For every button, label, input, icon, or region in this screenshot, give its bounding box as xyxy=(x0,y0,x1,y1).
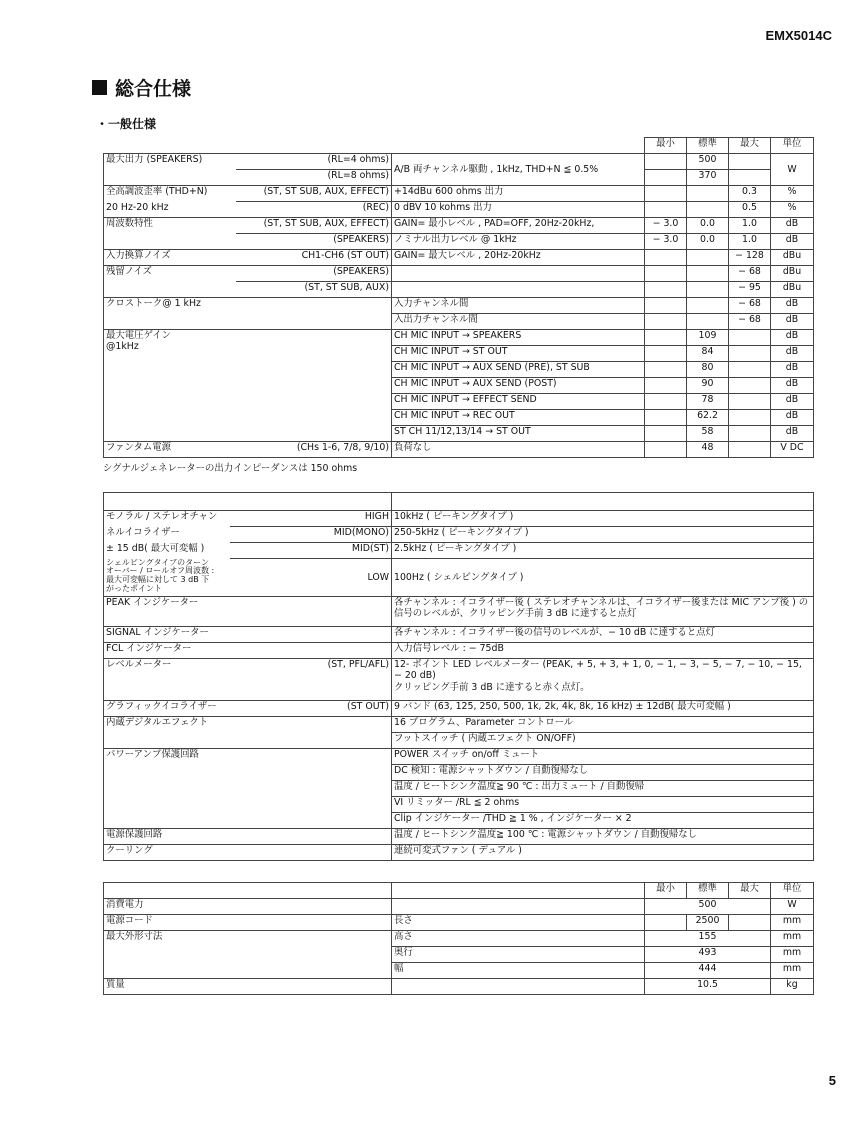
spec-min: − 3.0 xyxy=(645,218,687,234)
spec-label: グラフィックイコライザー xyxy=(104,701,230,717)
spec-condition: (ST, ST SUB, AUX) xyxy=(236,282,392,298)
table-row xyxy=(104,511,814,527)
spec-desc: DC 検知 : 電源シャットダウン / 自動復帰なし xyxy=(392,765,814,781)
spec-unit: dBu xyxy=(771,250,814,266)
header-min: 最小 xyxy=(645,138,687,154)
subtitle: ・一般仕様 xyxy=(96,117,157,131)
spec-label: 20 Hz-20 kHz xyxy=(104,202,236,218)
table-row xyxy=(104,266,814,282)
spec-max: − 68 xyxy=(729,314,771,330)
spec-unit: dB xyxy=(771,314,814,330)
eq-note-line: がったポイント xyxy=(106,583,162,593)
general-spec-table xyxy=(103,137,814,458)
spec-desc: 250-5kHz ( ピーキングタイプ ) xyxy=(392,527,814,543)
table-row xyxy=(104,493,814,511)
spec-label: 内蔵デジタルエフェクト xyxy=(104,717,392,749)
spec-typ: 444 xyxy=(645,963,771,979)
feature-spec-table xyxy=(103,492,814,861)
spec-typ: 80 xyxy=(687,362,729,378)
spec-desc: 各チャンネル : イコライザー後の信号のレベルが、− 10 dB に達すると点灯 xyxy=(392,627,814,643)
spec-typ: 493 xyxy=(645,947,771,963)
spec-typ: 90 xyxy=(687,378,729,394)
spec-desc: 100Hz ( シェルビングタイプ ) xyxy=(392,559,814,597)
spec-typ: 62.2 xyxy=(687,410,729,426)
spec-label: 全高調波歪率 (THD+N) xyxy=(104,186,236,202)
spec-label: クーリング xyxy=(104,845,392,861)
spec-desc: GAIN= 最小レベル , PAD=OFF, 20Hz-20kHz, xyxy=(392,218,645,234)
spec-label xyxy=(104,330,392,442)
table-row xyxy=(104,559,814,597)
spec-unit: dB xyxy=(771,234,814,250)
header-unit: 単位 xyxy=(771,883,814,899)
table-row xyxy=(104,701,814,717)
spec-max: − 68 xyxy=(729,298,771,314)
spec-label: 周波数特性 xyxy=(104,218,236,234)
spec-unit: dBu xyxy=(771,266,814,282)
eq-note-line: 最大可変幅に対して 3 dB 下 xyxy=(106,575,210,585)
table-row xyxy=(104,717,814,733)
spec-label: クロストーク@ 1 kHz xyxy=(104,298,392,330)
spec-typ: 500 xyxy=(687,154,729,170)
level-desc-2: クリッピング手前 3 dB に達すると赤く点灯。 xyxy=(394,681,590,693)
spec-condition: (RL=8 ohms) xyxy=(236,170,392,186)
spec-max: 0.5 xyxy=(729,202,771,218)
table-row xyxy=(104,234,814,250)
table-row xyxy=(104,282,814,298)
table-row xyxy=(104,829,814,845)
spec-unit: dB xyxy=(771,346,814,362)
spec-typ: 2500 xyxy=(687,915,729,931)
spec-desc: 温度 / ヒートシンク温度≧ 100 ℃ : 電源シャットダウン / 自動復帰なし xyxy=(392,829,814,845)
table-row xyxy=(104,218,814,234)
spec-condition: (CHs 1-6, 7/8, 9/10) xyxy=(236,442,392,458)
spec-desc: 幅 xyxy=(392,963,645,979)
table-row xyxy=(104,899,814,915)
spec-condition: (REC) xyxy=(236,202,392,218)
header-max: 最大 xyxy=(729,883,771,899)
page-number: 5 xyxy=(828,1073,836,1088)
spec-desc: CH MIC INPUT → SPEAKERS xyxy=(392,330,645,346)
spec-desc: 入力信号レベル : − 75dB xyxy=(392,643,814,659)
spec-label: 残留ノイズ xyxy=(104,266,236,282)
section-title-text: 総合仕様 xyxy=(115,78,192,100)
spec-typ: 0.0 xyxy=(687,234,729,250)
spec-typ: 58 xyxy=(687,426,729,442)
spec-max: 0.3 xyxy=(729,186,771,202)
spec-desc: CH MIC INPUT → AUX SEND (PRE), ST SUB xyxy=(392,362,645,378)
table-row xyxy=(104,597,814,627)
table-row xyxy=(104,749,814,765)
spec-label: 電源保護回路 xyxy=(104,829,392,845)
spec-label: 入力換算ノイズ xyxy=(104,250,236,266)
eq-band: LOW xyxy=(230,559,392,597)
spec-label: レベルメーター xyxy=(104,659,230,701)
spec-desc: 入力チャンネル間 xyxy=(392,298,645,314)
spec-desc: 連続可変式ファン ( デュアル ) xyxy=(392,845,814,861)
header-typ: 標準 xyxy=(687,883,729,899)
spec-unit: mm xyxy=(771,963,814,979)
spec-desc: GAIN= 最大レベル , 20Hz-20kHz xyxy=(392,250,645,266)
table-row xyxy=(104,643,814,659)
table-row xyxy=(104,979,814,995)
spec-desc: 入出力チャンネル間 xyxy=(392,314,645,330)
spec-max: − 95 xyxy=(729,282,771,298)
spec-unit: dB xyxy=(771,410,814,426)
spec-desc: 2.5kHz ( ピーキングタイプ ) xyxy=(392,543,814,559)
table-row xyxy=(104,627,814,643)
spec-unit: dB xyxy=(771,298,814,314)
spec-max: − 68 xyxy=(729,266,771,282)
spec-condition: CH1-CH6 (ST OUT) xyxy=(236,250,392,266)
spec-label: 消費電力 xyxy=(104,899,392,915)
spec-desc: A/B 両チャンネル駆動 , 1kHz, THD+N ≦ 0.5% xyxy=(392,154,645,186)
spec-unit: dB xyxy=(771,330,814,346)
table-row xyxy=(104,186,814,202)
spec-desc: 負荷なし xyxy=(392,442,645,458)
spec-desc: 10kHz ( ピーキングタイプ ) xyxy=(392,511,814,527)
spec-desc: 長さ xyxy=(392,915,645,931)
eq-note-line: オーバー / ロールオフ周波数 : xyxy=(106,566,215,576)
spec-unit: % xyxy=(771,202,814,218)
spec-unit: dB xyxy=(771,378,814,394)
spec-desc: 高さ xyxy=(392,931,645,947)
spec-desc: +14dBu 600 ohms 出力 xyxy=(392,186,645,202)
eq-note-line: シェルビングタイプのターン xyxy=(106,558,209,567)
spec-desc: 16 プログラム、Parameter コントロール xyxy=(392,717,814,733)
header-row xyxy=(104,138,814,154)
spec-desc: CH MIC INPUT → EFFECT SEND xyxy=(392,394,645,410)
spec-desc: Clip インジケーター /THD ≧ 1 % , インジケーター × 2 xyxy=(392,813,814,829)
header-typ: 標準 xyxy=(687,138,729,154)
spec-desc: VI リミッター /RL ≦ 2 ohms xyxy=(392,797,814,813)
spec-max: − 128 xyxy=(729,250,771,266)
physical-spec-table xyxy=(103,882,814,995)
spec-max: 1.0 xyxy=(729,218,771,234)
spec-unit: dB xyxy=(771,218,814,234)
spec-label: 電源コード xyxy=(104,915,392,931)
spec-label: ± 15 dB( 最大可変幅 ) xyxy=(104,543,230,559)
spec-condition: (ST, PFL/AFL) xyxy=(230,659,392,701)
spec-typ: 155 xyxy=(645,931,771,947)
spec-label: パワーアンプ保護回路 xyxy=(104,749,392,829)
spec-unit: kg xyxy=(771,979,814,995)
spec-unit: dB xyxy=(771,362,814,378)
table-row xyxy=(104,298,814,314)
spec-desc xyxy=(392,659,814,701)
spec-desc: ST CH 11/12,13/14 → ST OUT xyxy=(392,426,645,442)
spec-label: ファンタム電源 xyxy=(104,442,236,458)
spec-label: 最大外形寸法 xyxy=(104,931,392,979)
spec-desc: ノミナル出力レベル @ 1kHz xyxy=(392,234,645,250)
spec-desc: 9 バンド (63, 125, 250, 500, 1k, 2k, 4k, 8k, 16 kHz) ± 12dB( 最大可変幅 ) xyxy=(392,701,814,717)
spec-condition: (ST, ST SUB, AUX, EFFECT) xyxy=(236,218,392,234)
spec-unit: mm xyxy=(771,915,814,931)
model-name: EMX5014C xyxy=(765,28,832,43)
header-unit: 単位 xyxy=(771,138,814,154)
spec-unit: % xyxy=(771,186,814,202)
spec-typ: 370 xyxy=(687,170,729,186)
spec-label: ネルイコライザー xyxy=(104,527,230,543)
spec-desc: CH MIC INPUT → ST OUT xyxy=(392,346,645,362)
spec-unit: dBu xyxy=(771,282,814,298)
spec-unit: dB xyxy=(771,426,814,442)
spec-desc: 温度 / ヒートシンク温度≧ 90 ℃ : 出力ミュート / 自動復帰 xyxy=(392,781,814,797)
spec-desc: フットスイッチ ( 内蔵エフェクト ON/OFF) xyxy=(392,733,814,749)
table-row xyxy=(104,442,814,458)
spec-unit: W xyxy=(771,899,814,915)
spec-desc: CH MIC INPUT → AUX SEND (POST) xyxy=(392,378,645,394)
table-row xyxy=(104,527,814,543)
table-row xyxy=(104,931,814,947)
table-row xyxy=(104,250,814,266)
spec-condition: (SPEAKERS) xyxy=(236,234,392,250)
spec-typ: 84 xyxy=(687,346,729,362)
eq-band: HIGH xyxy=(230,511,392,527)
spec-label: モノラル / ステレオチャン xyxy=(104,511,230,527)
spec-desc: CH MIC INPUT → REC OUT xyxy=(392,410,645,426)
spec-condition: (RL=4 ohms) xyxy=(236,154,392,170)
spec-unit: mm xyxy=(771,947,814,963)
spec-max: 1.0 xyxy=(729,234,771,250)
spec-desc: 0 dBV 10 kohms 出力 xyxy=(392,202,645,218)
eq-band: MID(ST) xyxy=(230,543,392,559)
gain-label-2: @1kHz xyxy=(106,341,139,353)
header-min: 最小 xyxy=(645,883,687,899)
spec-typ: 0.0 xyxy=(687,218,729,234)
spec-unit: mm xyxy=(771,931,814,947)
gain-label-1: 最大電圧ゲイン xyxy=(106,330,171,341)
spec-unit: V DC xyxy=(771,442,814,458)
spec-typ: 78 xyxy=(687,394,729,410)
spec-label: 最大出力 (SPEAKERS) xyxy=(104,154,236,170)
header-row xyxy=(104,883,814,899)
spec-condition: (ST, ST SUB, AUX, EFFECT) xyxy=(236,186,392,202)
spec-desc: 各チャンネル : イコライザー後 ( ステレオチャンネルは、イコライザー後または MIC アンプ後 ) の信号のレベルが、クリッピング手前 3 dB に達すると点灯 xyxy=(392,597,814,627)
spec-typ: 48 xyxy=(687,442,729,458)
spec-unit: dB xyxy=(771,394,814,410)
spec-desc: 奥行 xyxy=(392,947,645,963)
eq-note xyxy=(104,559,230,597)
square-bullet-icon xyxy=(92,80,107,95)
section-title xyxy=(92,74,191,101)
spec-condition: (ST OUT) xyxy=(230,701,392,717)
eq-band: MID(MONO) xyxy=(230,527,392,543)
header-max: 最大 xyxy=(729,138,771,154)
spec-condition: (SPEAKERS) xyxy=(236,266,392,282)
spec-desc: POWER スイッチ on/off ミュート xyxy=(392,749,814,765)
table-row xyxy=(104,543,814,559)
spec-label: 質量 xyxy=(104,979,392,995)
table-row xyxy=(104,154,814,170)
level-desc-1: 12- ポイント LED レベルメーター (PEAK, + 5, + 3, + 1, 0, − 1, − 3, − 5, − 7, − 10, − 15, − 20 dB) xyxy=(394,659,802,682)
note-text: シグナルジェネレーターの出力インピーダンスは 150 ohms xyxy=(103,463,358,474)
spec-label: PEAK インジケーター xyxy=(104,597,392,627)
spec-label: FCL インジケーター xyxy=(104,643,392,659)
table-row xyxy=(104,202,814,218)
spec-min: − 3.0 xyxy=(645,234,687,250)
spec-unit: W xyxy=(771,154,814,186)
spec-typ: 10.5 xyxy=(645,979,771,995)
spec-typ: 109 xyxy=(687,330,729,346)
table-row xyxy=(104,845,814,861)
spec-label: SIGNAL インジケーター xyxy=(104,627,392,643)
table-row xyxy=(104,915,814,931)
table-row xyxy=(104,330,814,346)
table-row xyxy=(104,659,814,701)
spec-typ: 500 xyxy=(645,899,771,915)
